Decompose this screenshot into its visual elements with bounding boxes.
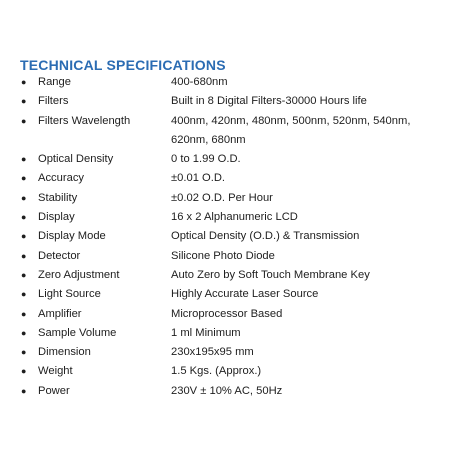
section-title: TECHNICAL SPECIFICATIONS	[20, 57, 226, 73]
spec-value: 400nm, 420nm, 480nm, 500nm, 520nm, 540nm, 620nm, 680nm	[171, 114, 411, 146]
spec-row	[0, 73, 452, 92]
spec-label: Stability	[38, 191, 78, 204]
spec-row	[0, 305, 452, 324]
bullet-icon: ●	[21, 231, 27, 242]
spec-row	[0, 362, 452, 381]
spec-label: Display Mode	[38, 230, 106, 243]
bullet-icon: ●	[21, 308, 27, 319]
spec-label: Accuracy	[38, 172, 85, 185]
spec-row	[0, 150, 452, 169]
spec-row	[0, 208, 452, 227]
spec-row	[0, 266, 452, 285]
spec-label: Display	[38, 211, 75, 224]
spec-label: Optical Density	[38, 153, 114, 166]
spec-value: 1.5 Kgs. (Approx.)	[171, 365, 262, 378]
bullet-icon: ●	[21, 327, 27, 338]
spec-value: ±0.01 O.D.	[171, 172, 226, 185]
spec-value: Silicone Photo Diode	[171, 249, 275, 262]
spec-list	[0, 73, 452, 401]
spec-row	[0, 169, 452, 188]
spec-value: Auto Zero by Soft Touch Membrane Key	[171, 268, 370, 281]
bullet-icon: ●	[21, 154, 27, 165]
spec-value: Highly Accurate Laser Source	[171, 288, 319, 301]
spec-value: 1 ml Minimum	[171, 326, 241, 339]
spec-label: Weight	[38, 365, 73, 378]
spec-label: Zero Adjustment	[38, 268, 120, 281]
spec-label: Amplifier	[38, 307, 82, 320]
spec-label: Detector	[38, 249, 81, 262]
spec-value: 230V ± 10% AC, 50Hz	[171, 384, 283, 397]
bullet-icon: ●	[21, 347, 27, 358]
spec-row	[0, 247, 452, 266]
spec-row	[0, 343, 452, 362]
spec-value: Microprocessor Based	[171, 307, 283, 320]
bullet-icon: ●	[21, 289, 27, 300]
spec-label: Power	[38, 384, 70, 397]
spec-row	[0, 324, 452, 343]
bullet-icon: ●	[21, 269, 27, 280]
spec-row	[0, 112, 452, 151]
bullet-icon: ●	[21, 96, 27, 107]
bullet-icon: ●	[21, 115, 27, 126]
spec-label: Filters Wavelength	[38, 114, 131, 127]
spec-row	[0, 382, 452, 401]
spec-value: Optical Density (O.D.) & Transmission	[171, 230, 360, 243]
spec-row	[0, 92, 452, 111]
spec-row	[0, 285, 452, 304]
spec-label: Range	[38, 76, 71, 88]
bullet-icon: ●	[21, 173, 27, 184]
spec-label: Dimension	[38, 346, 91, 359]
spec-value: 400-680nm	[171, 76, 228, 88]
bullet-icon: ●	[21, 250, 27, 261]
spec-row	[0, 227, 452, 246]
spec-row	[0, 189, 452, 208]
bullet-icon: ●	[21, 366, 27, 377]
bullet-icon: ●	[21, 77, 27, 87]
spec-value: 230x195x95 mm	[171, 346, 254, 359]
bullet-icon: ●	[21, 192, 27, 203]
spec-value: ±0.02 O.D. Per Hour	[171, 191, 273, 204]
spec-value: 0 to 1.99 O.D.	[171, 153, 241, 166]
spec-label: Light Source	[38, 288, 101, 301]
bullet-icon: ●	[21, 212, 27, 223]
spec-label: Filters	[38, 95, 69, 108]
spec-value: Built in 8 Digital Filters-30000 Hours life	[171, 95, 367, 108]
bullet-icon: ●	[21, 385, 27, 396]
spec-label: Sample Volume	[38, 326, 117, 339]
spec-value: 16 x 2 Alphanumeric LCD	[171, 211, 298, 224]
